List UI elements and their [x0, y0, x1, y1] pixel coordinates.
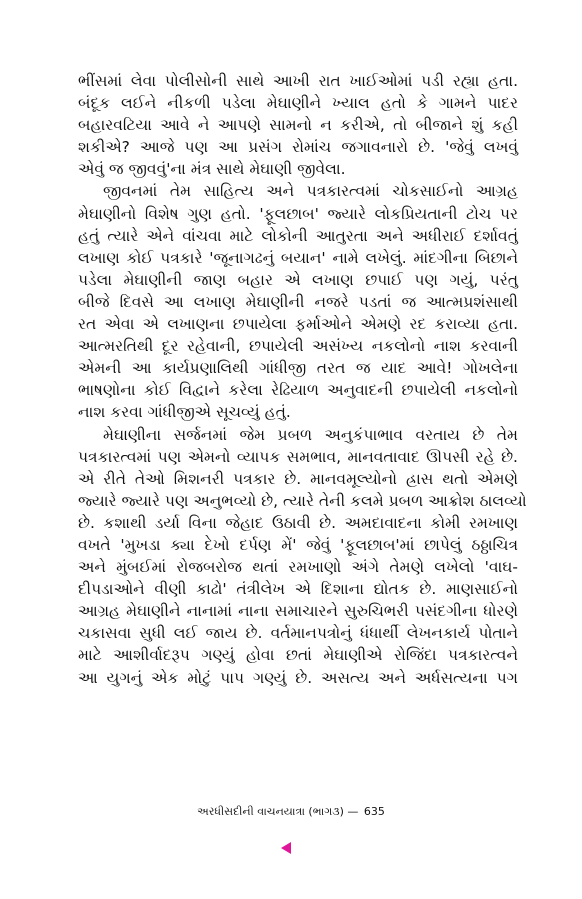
page-number: 635	[363, 805, 385, 818]
text-line: લખાણ કોઈ પત્રકારે 'જૂનાગઢનું બયાન' નામે લખેલું. માંદગીના બિછાને	[78, 248, 518, 267]
paragraph	[78, 424, 527, 689]
prev-page-left-triangle-icon[interactable]	[281, 842, 291, 854]
text-line: ભીંસમાં લેવા પોલીસોની સાથે આખી રાત ખાઈઓમાં પડી રહ્યા હતા.	[78, 72, 518, 90]
text-line: હતું ત્યારે એને વાંચવા માટે લોકોની આતુરતા અને અધીરાઈ દર્શાવતું	[78, 226, 518, 245]
text-line: નાશ કરવા ગાંધીજીએ સૂચવ્યું હતું.	[78, 403, 291, 422]
text-line: શકીએ? આજે પણ આ પ્રસંગ રોમાંચ જગાવનારો છે. 'જેવું લખવું	[78, 138, 518, 157]
paragraph	[78, 180, 518, 423]
text-line: મેઘાણીના સર્જનમાં જેમ પ્રબળ અનુકંપાભાવ વરતાય છે તેમ	[103, 425, 518, 444]
text-line: મેઘાણીનો વિશેષ ગુણ હતો. 'ફૂલછાબ' જ્યારે લોકપ્રિયતાની ટોચ પર	[78, 204, 518, 223]
text-line: ભાષણોના કોઈ વિદ્વાને કરેલા રેઢિયાળ અનુવાદની છપાયેલી નકલોનો	[78, 381, 518, 400]
text-line: છે. કશાથી ડર્યા વિના જેહાદ ઉઠાવી છે. અમદાવાદના કોમી રમખાણ	[78, 513, 518, 532]
text-line: બહારવટિયા આવે ને આપણે સામનો ન કરીએ, તો બીજાને શું કહી	[78, 116, 518, 135]
text-line: વખતે 'મુખડા ક્યા દેખો દર્પણ મેં' જેવું 'ફૂલછાબ'માં છાપેલું ઠઠ્ઠાચિત્ર	[78, 535, 518, 554]
text-line: એવું જ જીવવું'ના મંત્ર સાથે મેઘાણી જીવેલા.	[78, 160, 346, 179]
paragraph	[78, 70, 518, 180]
page-body	[78, 70, 527, 689]
text-line: આત્મરતિથી દૂર રહેવાની, છપાયેલી અસંખ્ય નકલોનો નાશ કરવાની	[78, 337, 518, 356]
text-line: જ્યારે જ્યારે પણ અનુભવ્યો છે, ત્યારે તેની કલમે પ્રબળ આક્રોશ ઠાલવ્યો	[78, 491, 527, 510]
text-line: બીજે દિવસે આ લખાણ મેઘાણીની નજરે પડતાં જ આત્મપ્રશંસાથી	[78, 292, 518, 311]
text-line: અને મુંબઈમાં રોજબરોજ થતાં રમખાણો અંગે તેમણે લખેલો 'વાઘ-	[78, 558, 518, 577]
text-line: એમની આ કાર્યપ્રણાલિથી ગાંધીજી તરત જ યાદ આવે! ગોખલેના	[78, 359, 518, 378]
text-line: જીવનમાં તેમ સાહિત્ય અને પત્રકારત્વમાં ચોકસાઈનો આગ્રહ	[103, 182, 518, 201]
text-line: ચકાસવા સુધી લઈ જાય છે. વર્તમાનપત્રોનું ધંધાર્થી લેખનકાર્ય પોતાને	[78, 624, 518, 643]
text-line: એ રીતે તેઓ મિશનરી પત્રકાર છે. માનવમૂલ્યોનો હ્રાસ થતો એમણે	[78, 469, 518, 488]
text-line: પડેલા મેઘાણીની જાણ બહાર એ લખાણ છપાઈ પણ ગયું, પરંતુ	[78, 270, 518, 289]
text-line: બંદૂક લઈને નીકળી પડેલા મેઘાણીને ખ્યાલ હતો કે ગામને પાદર	[78, 94, 518, 113]
text-line: દીપડાઓને વીણી કાઢો' તંત્રીલેખ એ દિશાના દ્યોતક છે. માણસાઈનો	[78, 580, 518, 599]
text-line: માટે આશીર્વાદરૂપ ગણ્યું હોવા છતાં મેઘાણીએ રોજિંદા પત્રકારત્વને	[78, 646, 518, 665]
text-line: આગ્રહ મેઘાણીને નાનામાં નાના સમાચારને સુરુચિભરી પસંદગીના ધોરણે	[78, 602, 518, 621]
page-footer	[0, 805, 582, 819]
text-line: પત્રકારત્વમાં પણ એમનો વ્યાપક સમભાવ, માનવતાવાદ ઊપસી રહે છે.	[78, 447, 518, 466]
text-line: આ યુગનું એક મોટું પાપ ગણ્યું છે. અસત્ય અને અર્ધસત્યના પગ	[78, 668, 518, 687]
footer-separator: —	[347, 805, 359, 818]
text-line: રત એવા એ લખાણના છપાયેલા ફર્માઓને એમણે રદ કરાવ્યા હતા.	[78, 315, 518, 334]
footer-book-title: અરધીસદીની વાચનયાત્રા (ભાગ૩)	[197, 805, 344, 818]
